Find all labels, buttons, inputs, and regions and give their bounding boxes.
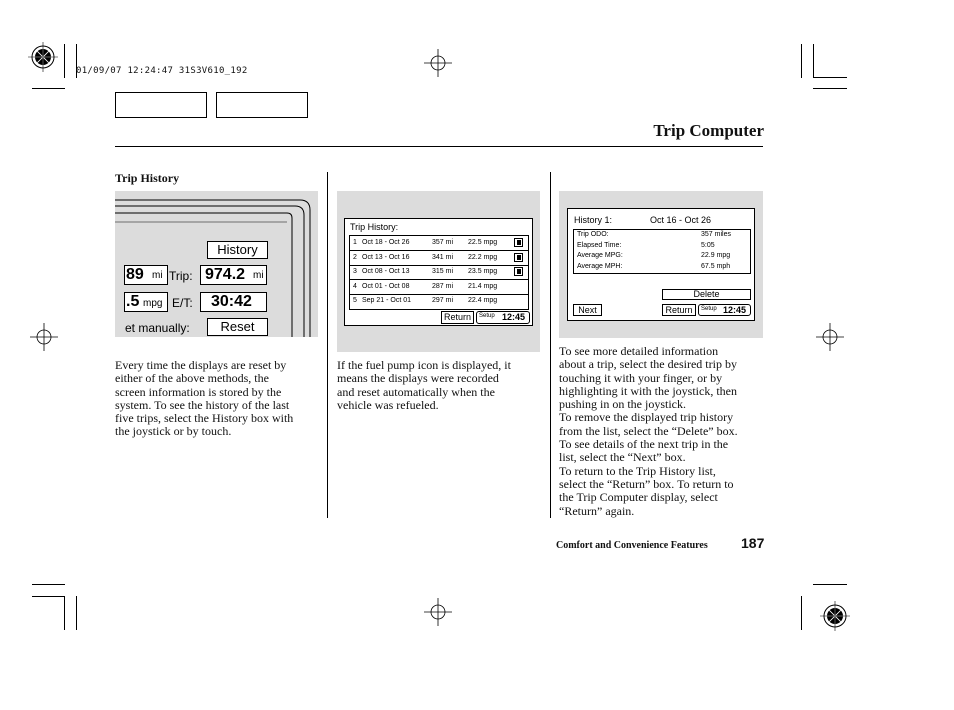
setup-label: Setup <box>479 313 495 319</box>
row1-unit: mi <box>152 270 163 281</box>
crop-mark <box>801 596 802 630</box>
body-line: touching it with your finger, or by <box>559 370 723 385</box>
trip-history-row[interactable] <box>350 236 528 251</box>
history-detail-row <box>574 263 750 273</box>
setup-clock-box[interactable] <box>476 311 530 324</box>
et-value: 30:42 <box>211 293 252 310</box>
row-dates: Oct 13 - Oct 16 <box>362 253 410 261</box>
body-line: To see more detailed information <box>559 344 719 358</box>
history-detail-row <box>574 231 750 241</box>
body-line: Every time the displays are reset by <box>115 358 287 372</box>
crosshair-icon <box>816 323 844 351</box>
body-line: To remove the displayed trip history <box>559 410 734 425</box>
header-tab-box <box>216 92 308 118</box>
row-number: 1 <box>353 239 357 246</box>
next-button[interactable]: Next <box>573 304 602 316</box>
body-line: five trips, select the History box with <box>115 411 294 426</box>
fuel-pump-glyph <box>517 240 521 245</box>
return-button[interactable]: Return <box>441 311 474 324</box>
row-miles: 287 mi <box>432 282 454 290</box>
detail-value: 67.5 mph <box>701 262 731 270</box>
crosshair-icon <box>424 598 452 626</box>
body-line: system. To see the history of the last <box>115 397 290 412</box>
body-column-2 <box>337 359 547 412</box>
row-number: 2 <box>353 253 357 261</box>
body-line: screen information is stored by the <box>115 384 282 399</box>
body-line: from the list, select the “Delete” box. <box>559 423 738 438</box>
row-mpg: 22.5 mpg <box>468 239 498 246</box>
section-heading: Trip History <box>115 171 180 185</box>
fuel-pump-icon <box>514 267 523 276</box>
trip-value: 974.2 <box>205 266 246 283</box>
et-label: E/T: <box>172 296 193 310</box>
detail-value: 5:05 <box>701 241 715 249</box>
trip-history-list <box>349 235 529 310</box>
body-line: “Return” again. <box>559 503 635 518</box>
row-number: 3 <box>353 268 357 276</box>
trip-history-title: Trip History: <box>350 222 399 232</box>
fuel-pump-icon <box>514 238 523 247</box>
history-detail-row <box>574 242 750 252</box>
trip-history-row[interactable] <box>350 251 528 266</box>
header-rule <box>115 146 763 147</box>
body-line: If the fuel pump icon is displayed, it <box>337 358 511 372</box>
body-line: vehicle was refueled. <box>337 397 439 412</box>
body-column-1 <box>115 359 325 439</box>
body-line: either of the above methods, the <box>115 371 269 386</box>
screen-frame-lines <box>115 191 318 337</box>
body-line: the joystick or by touch. <box>115 424 232 439</box>
crosshair-icon <box>30 323 58 351</box>
row-number: 4 <box>353 282 357 290</box>
crop-mark <box>76 596 77 630</box>
row-miles: 297 mi <box>432 297 454 305</box>
setup-label: Setup <box>701 306 717 312</box>
trip-history-row[interactable] <box>350 265 528 280</box>
detail-label: Trip ODO: <box>577 231 609 238</box>
row-mpg: 21.4 mpg <box>468 282 498 290</box>
body-line: means the displays were recorded <box>337 371 499 386</box>
row-miles: 341 mi <box>432 253 454 261</box>
history-button[interactable]: History <box>207 241 268 259</box>
screen1-row1-box <box>124 265 168 285</box>
column-divider <box>550 172 551 518</box>
crop-mark <box>801 44 802 78</box>
row1-value: 89 <box>126 266 144 283</box>
page-title: Trip Computer <box>653 121 764 140</box>
trip-label: Trip: <box>169 269 193 283</box>
reset-button[interactable]: Reset <box>207 318 268 336</box>
screen1-row2-box <box>124 292 168 312</box>
detail-label: Average MPH: <box>577 262 623 270</box>
row2-unit: mpg <box>143 298 163 309</box>
body-line: about a trip, select the desired trip by <box>559 357 737 372</box>
crop-mark <box>32 88 65 89</box>
history-details-list <box>573 229 751 274</box>
body-line: and reset automatically when the <box>337 384 495 399</box>
body-line: select the “Return” box. To return to <box>559 476 734 491</box>
crosshair-icon <box>424 49 452 77</box>
history-detail-row <box>574 252 750 262</box>
screen2-panel <box>337 191 540 352</box>
screen3-panel <box>559 191 763 338</box>
body-line: To return to the Trip History list, <box>559 463 716 478</box>
history-date-range: Oct 16 - Oct 26 <box>650 215 712 225</box>
registration-target-icon <box>820 601 850 631</box>
row-miles: 315 mi <box>432 268 454 276</box>
clock: 12:45 <box>723 305 747 315</box>
et-value-box <box>200 292 267 312</box>
setup-clock-box[interactable] <box>698 304 751 316</box>
screen1-panel <box>115 191 318 337</box>
trip-history-row[interactable] <box>350 294 528 308</box>
body-line: the Trip Computer display, select <box>559 490 718 505</box>
crop-mark <box>813 77 847 78</box>
crop-mark <box>32 584 65 585</box>
delete-button[interactable]: Delete <box>662 289 751 300</box>
row-mpg: 22.2 mpg <box>468 253 498 261</box>
history-detail-screen <box>567 208 755 321</box>
body-column-3 <box>559 345 769 518</box>
body-line: To see details of the next trip in the <box>559 437 729 452</box>
trip-history-screen <box>344 218 533 326</box>
body-line: pushing in on the joystick. <box>559 397 686 412</box>
trip-history-row[interactable] <box>350 280 528 295</box>
row-dates: Oct 01 - Oct 08 <box>362 282 410 290</box>
fuel-pump-icon <box>514 253 523 262</box>
trip-value-box <box>200 265 267 285</box>
crop-mark <box>813 584 847 585</box>
history-label: History 1: <box>574 215 613 225</box>
row-number: 5 <box>353 297 357 305</box>
detail-label: Average MPG: <box>577 252 623 259</box>
page-number: 187 <box>741 535 765 551</box>
crop-mark <box>813 44 814 78</box>
detail-value: 22.9 mpg <box>701 252 731 259</box>
print-slug: 01/09/07 12:24:47 31S3V610_192 <box>76 66 248 76</box>
clock: 12:45 <box>502 312 526 322</box>
crop-mark <box>813 88 847 89</box>
crop-mark <box>64 596 65 630</box>
crop-mark <box>32 596 65 597</box>
trip-unit: mi <box>253 270 264 281</box>
row-dates: Oct 08 - Oct 13 <box>362 268 410 276</box>
manual-label: et manually: <box>125 321 190 335</box>
crop-mark <box>64 44 65 78</box>
registration-target-icon <box>28 42 58 72</box>
header-tab-box <box>115 92 207 118</box>
fuel-pump-glyph <box>517 269 521 274</box>
return-button[interactable]: Return <box>662 304 696 316</box>
body-line: highlighting it with the joystick, then <box>559 383 737 398</box>
row-mpg: 22.4 mpg <box>468 297 498 305</box>
row-mpg: 23.5 mpg <box>468 268 498 276</box>
footer-section-label: Comfort and Convenience Features <box>556 540 708 551</box>
detail-label: Elapsed Time: <box>577 241 622 249</box>
fuel-pump-glyph <box>517 255 521 260</box>
column-divider <box>327 172 328 518</box>
row-dates: Sep 21 - Oct 01 <box>362 297 412 305</box>
row2-value: .5 <box>126 293 140 310</box>
body-line: list, select the “Next” box. <box>559 450 686 465</box>
row-miles: 357 mi <box>432 239 454 246</box>
detail-value: 357 miles <box>701 231 731 238</box>
row-dates: Oct 18 - Oct 26 <box>362 239 410 246</box>
